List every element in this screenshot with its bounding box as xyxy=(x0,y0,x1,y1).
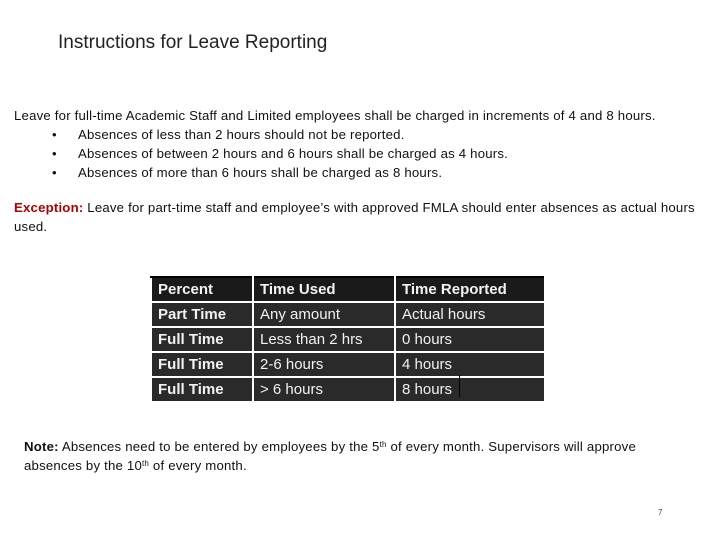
page-number: 7 xyxy=(658,508,663,517)
table-row xyxy=(151,377,545,402)
table-row xyxy=(151,327,545,352)
bullet-icon: • xyxy=(52,165,57,180)
bullet-icon: • xyxy=(52,127,57,142)
header-time-reported: Time Reported xyxy=(395,277,545,302)
cell-time-used: Less than 2 hrs xyxy=(253,327,395,352)
cell-percent: Full Time xyxy=(151,327,253,352)
bullet-icon: • xyxy=(52,146,57,161)
note-sup-2: th xyxy=(141,459,150,468)
cell-time-used: > 6 hours xyxy=(253,377,395,402)
intro-section xyxy=(14,106,714,182)
text-cursor xyxy=(459,375,460,397)
note-paragraph xyxy=(24,437,684,475)
cell-time-reported: 8 hours xyxy=(395,377,545,402)
cell-time-reported: Actual hours xyxy=(395,302,545,327)
leave-table xyxy=(150,276,546,403)
bullet-text: Absences of more than 6 hours shall be charged as 8 hours. xyxy=(78,165,443,180)
bullet-item xyxy=(14,144,714,163)
note-label: Note: xyxy=(24,439,59,454)
note-text-2: of every month. Supervisors will approve absences by the 10 xyxy=(24,439,636,473)
note-sup-1: th xyxy=(379,440,387,449)
header-percent: Percent xyxy=(151,277,253,302)
exception-text: Leave for part-time staff and employee’s with approved FMLA should enter absences as actual hours used. xyxy=(14,200,695,234)
note-text-3: of every month. xyxy=(149,458,247,473)
cell-time-used: Any amount xyxy=(253,302,395,327)
cell-percent: Part Time xyxy=(151,302,253,327)
leave-table-image xyxy=(150,276,546,403)
intro-paragraph: Leave for full-time Academic Staff and Limited employees shall be charged in increments of 4 and 8 hours. xyxy=(14,108,656,123)
cell-time-reported: 0 hours xyxy=(395,327,545,352)
bullet-list xyxy=(14,125,714,182)
cell-percent: Full Time xyxy=(151,377,253,402)
exception-label: Exception: xyxy=(14,200,84,215)
table-row xyxy=(151,352,545,377)
cell-time-reported: 4 hours xyxy=(395,352,545,377)
note-text-1: Absences need to be entered by employees by the 5 xyxy=(58,439,380,454)
table-row xyxy=(151,302,545,327)
bullet-text: Absences of less than 2 hours should not be reported. xyxy=(78,127,405,142)
header-time-used: Time Used xyxy=(253,277,395,302)
table-header-row xyxy=(151,277,545,302)
cell-time-used: 2-6 hours xyxy=(253,352,395,377)
bullet-item xyxy=(14,163,714,182)
cell-percent: Full Time xyxy=(151,352,253,377)
bullet-text: Absences of between 2 hours and 6 hours shall be charged as 4 hours. xyxy=(78,146,509,161)
bullet-item xyxy=(14,125,714,144)
page-title: Instructions for Leave Reporting xyxy=(58,32,328,53)
exception-paragraph xyxy=(14,198,704,236)
